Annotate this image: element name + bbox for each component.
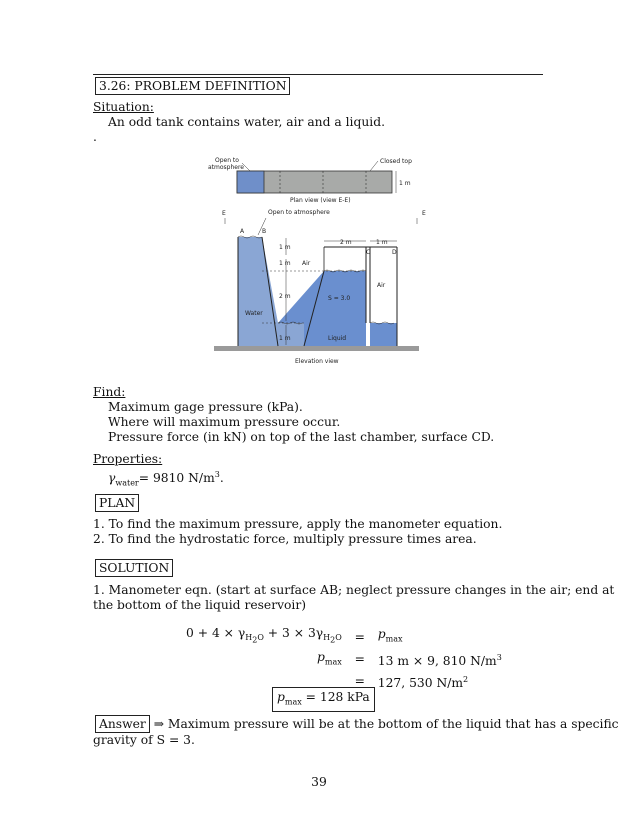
answer-label: Answer (95, 715, 150, 733)
plan-view-label: Plan view (view E-E) (290, 197, 351, 204)
e-left-label: E (222, 210, 226, 217)
problem-title: 3.26: PROBLEM DEFINITION (95, 77, 290, 95)
dim-1m-bottom: 1 m (279, 335, 291, 342)
equation-row-1 (182, 625, 506, 649)
plan-view (208, 157, 412, 204)
answer-line-2: gravity of S = 3. (93, 733, 195, 747)
elevation-view-label: Elevation view (295, 358, 339, 365)
dim-1m-horiz: 1 m (376, 239, 388, 246)
plan-step-2: 2. To find the hydrostatic force, multiply pressure times area. (93, 532, 477, 546)
properties-heading: Properties: (93, 452, 163, 466)
plan-open-top (237, 171, 264, 193)
right-liquid (370, 323, 397, 346)
solution-step-1-line-1: 1. Manometer eqn. (start at surface AB; neglect pressure changes in the air; end at (93, 583, 615, 597)
solution-step-1-line-2: the bottom of the liquid reservoir) (93, 598, 307, 612)
label-a: A (240, 228, 245, 235)
plan-1m-label: 1 m (399, 180, 411, 187)
equation-row-2 (182, 649, 506, 670)
situation-heading: Situation: (93, 100, 154, 114)
find-heading: Find: (93, 385, 126, 399)
equation-3-rel: = (354, 673, 365, 688)
open-to-atmosphere-label: Open to atmosphere (268, 209, 330, 216)
equation-1-rhs: $p_{max}$ (377, 627, 403, 644)
find-item-3: Pressure force (in kN) on top of the last chamber, surface CD. (108, 430, 495, 444)
dim-2m-horiz: 2 m (340, 239, 352, 246)
gamma-water-property: $\gamma_{water}= 9810$ $N/m^3$. (108, 470, 224, 488)
manometer-equations (182, 625, 506, 692)
equation-3-rhs: 127, 530 $N/m^2$ (377, 674, 469, 690)
plan-label: PLAN (95, 494, 139, 512)
plan-heading (95, 494, 139, 512)
dim-1m-top: 1 m (279, 244, 291, 251)
liquid-label: Liquid (328, 335, 347, 342)
page-number: 39 (311, 775, 327, 789)
e-right-label: E (422, 210, 426, 217)
tank-diagram (200, 155, 440, 370)
equation-1-rel: = (354, 629, 365, 644)
closed-top-label: Closed top (380, 158, 412, 165)
elevation-view (214, 228, 419, 365)
situation-dot: . (93, 130, 97, 144)
label-b: B (262, 228, 267, 235)
solution-heading (95, 559, 173, 577)
find-item-2: Where will maximum pressure occur. (108, 415, 341, 429)
situation-text: An odd tank contains water, air and a liquid. (108, 115, 385, 129)
atmosphere-label: atmosphere (208, 164, 244, 171)
dim-1m-air: 1 m (279, 260, 291, 267)
air-left-label: Air (302, 260, 311, 267)
dim-2m-vert: 2 m (279, 293, 291, 300)
equation-2-rel: = (354, 652, 365, 667)
ground (214, 346, 419, 351)
air-right-label: Air (377, 282, 386, 289)
solution-label: SOLUTION (95, 559, 173, 577)
water-region (238, 237, 304, 346)
find-item-1: Maximum gage pressure (kPa). (108, 400, 303, 414)
label-d: D (392, 249, 397, 256)
top-rule (93, 74, 543, 75)
label-c: C (366, 249, 371, 256)
equation-2-rhs: 13 m × 9, 810 $N/m^3$ (377, 653, 502, 669)
water-label: Water (245, 310, 263, 317)
answer-line-1 (95, 715, 619, 733)
equation-1-lhs: $0 + 4 \times \gamma_{H_2O} + 3 \times 3\gamma_{H_2O}$ (186, 626, 342, 646)
answer-text: ⇒ Maximum pressure will be at the bottom of the liquid that has a specific (153, 717, 619, 731)
equation-2-lhs: $p_{max}$ (317, 650, 342, 667)
plan-step-1: 1. To find the maximum pressure, apply the manometer equation. (93, 517, 503, 531)
open-top-label: Open to (215, 157, 239, 164)
problem-header (95, 77, 290, 95)
max-pressure-result: $p_{max} = 128$ kPa (272, 687, 375, 712)
s-value-label: S = 3.0 (328, 295, 351, 302)
